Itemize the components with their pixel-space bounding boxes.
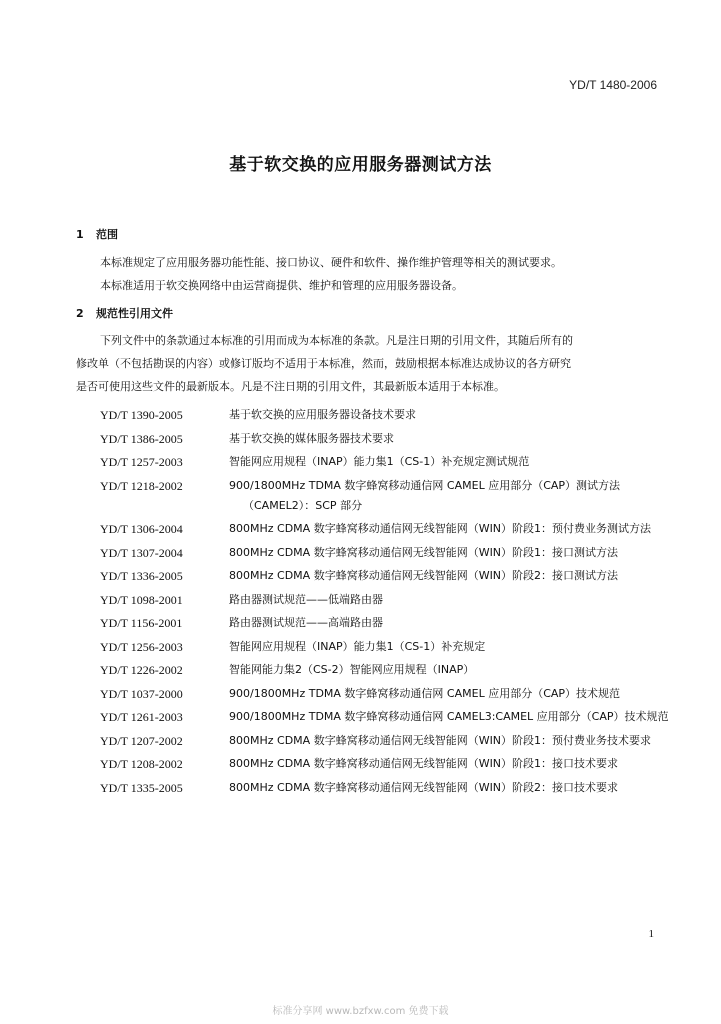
reference-item <box>0 731 721 751</box>
reference-item <box>0 519 721 539</box>
reference-code: YD/T 1306-2004 <box>100 522 183 536</box>
document-title: 基于软交换的应用服务器测试方法 <box>229 155 492 175</box>
reference-item <box>0 543 721 563</box>
reference-title: 基于软交换的媒体服务器技术要求 <box>229 431 394 445</box>
section-1-number: 1 <box>76 228 84 241</box>
reference-code: YD/T 1208-2002 <box>100 757 183 771</box>
section-2-intro-line-1: 下列文件中的条款通过本标准的引用而成为本标准的条款。凡是注日期的引用文件，其随后所有的 <box>100 334 573 347</box>
reference-title: 800MHz CDMA 数字蜂窝移动通信网无线智能网（WIN）阶段1：接口测试方法 <box>229 545 619 559</box>
reference-title: 路由器测试规范——高端路由器 <box>229 616 383 629</box>
section-1-paragraph-1: 本标准规定了应用服务器功能性能、接口协议、硬件和软件、操作维护管理等相关的测试要求。 <box>100 256 562 269</box>
reference-title: 800MHz CDMA 数字蜂窝移动通信网无线智能网（WIN）阶段1：预付费业务技术要求 <box>229 733 652 747</box>
reference-title: 900/1800MHz TDMA 数字蜂窝移动通信网 CAMEL 应用部分（CAP）测试方法（CAMEL2）：SCP 部分 <box>229 478 621 512</box>
section-1-title: 范围 <box>96 228 118 241</box>
reference-title: 900/1800MHz TDMA 数字蜂窝移动通信网 CAMEL 应用部分（CAP）技术规范 <box>229 686 621 700</box>
section-2-intro-line-2: 修改单（不包括勘误的内容）或修订版均不适用于本标准，然而，鼓励根据本标准达成协议的各方研究 <box>76 357 571 370</box>
reference-code: YD/T 1390-2005 <box>100 408 183 422</box>
reference-code: YD/T 1098-2001 <box>100 592 183 607</box>
reference-item <box>0 429 721 449</box>
section-1-paragraph-2: 本标准适用于软交换网络中由运营商提供、维护和管理的应用服务器设备。 <box>100 279 463 292</box>
reference-item <box>0 590 721 610</box>
reference-item <box>0 684 721 704</box>
reference-item <box>0 754 721 774</box>
reference-code: YD/T 1261-2003 <box>100 710 183 724</box>
reference-item <box>0 452 721 472</box>
reference-title: 智能网能力集2（CS-2）智能网应用规程（INAP） <box>229 663 475 676</box>
reference-code: YD/T 1156-2001 <box>100 616 183 630</box>
page-number: 1 <box>648 928 654 940</box>
reference-title: 800MHz CDMA 数字蜂窝移动通信网无线智能网（WIN）阶段1：预付费业务测试方法 <box>229 522 652 535</box>
reference-code: YD/T 1386-2005 <box>100 431 183 446</box>
section-2-title: 规范性引用文件 <box>96 307 173 320</box>
watermark-footer: 标准分享网 www.bzfxw.com 免费下载 <box>272 1006 449 1017</box>
reference-item <box>0 566 721 586</box>
reference-code: YD/T 1037-2000 <box>100 686 183 701</box>
reference-item <box>0 405 721 425</box>
reference-code: YD/T 1256-2003 <box>100 639 183 654</box>
reference-code: YD/T 1307-2004 <box>100 545 183 560</box>
reference-title: 900/1800MHz TDMA 数字蜂窝移动通信网 CAMEL3:CAMEL 应用部分（CAP）技术规范 <box>229 710 669 723</box>
reference-item <box>0 613 721 633</box>
reference-item <box>0 637 721 657</box>
reference-code: YD/T 1226-2002 <box>100 663 183 677</box>
reference-list <box>0 405 721 801</box>
section-1-heading <box>76 226 118 242</box>
reference-title: 800MHz CDMA 数字蜂窝移动通信网无线智能网（WIN）阶段2：接口技术要求 <box>229 780 619 794</box>
reference-item <box>0 778 721 798</box>
reference-code: YD/T 1207-2002 <box>100 733 183 748</box>
section-2-heading <box>76 305 173 321</box>
reference-title: 智能网应用规程（INAP）能力集1（CS-1）补充规定 <box>229 639 486 653</box>
section-2-intro-line-3: 是否可使用这些文件的最新版本。凡是不注日期的引用文件，其最新版本适用于本标准。 <box>76 380 505 393</box>
reference-code: YD/T 1257-2003 <box>100 455 183 469</box>
reference-title: 800MHz CDMA 数字蜂窝移动通信网无线智能网（WIN）阶段2：接口测试方法 <box>229 569 619 582</box>
section-2-number: 2 <box>76 307 84 320</box>
reference-title: 800MHz CDMA 数字蜂窝移动通信网无线智能网（WIN）阶段1：接口技术要求 <box>229 757 619 770</box>
reference-item <box>0 476 721 516</box>
reference-title: 智能网应用规程（INAP）能力集1（CS-1）补充规定测试规范 <box>229 455 530 468</box>
reference-item <box>0 707 721 727</box>
reference-code: YD/T 1218-2002 <box>100 478 183 493</box>
reference-item <box>0 660 721 680</box>
reference-code: YD/T 1336-2005 <box>100 569 183 583</box>
reference-title: 路由器测试规范——低端路由器 <box>229 592 383 606</box>
standard-code-header: YD/T 1480-2006 <box>569 78 657 92</box>
reference-title: 基于软交换的应用服务器设备技术要求 <box>229 408 416 421</box>
reference-code: YD/T 1335-2005 <box>100 780 183 795</box>
